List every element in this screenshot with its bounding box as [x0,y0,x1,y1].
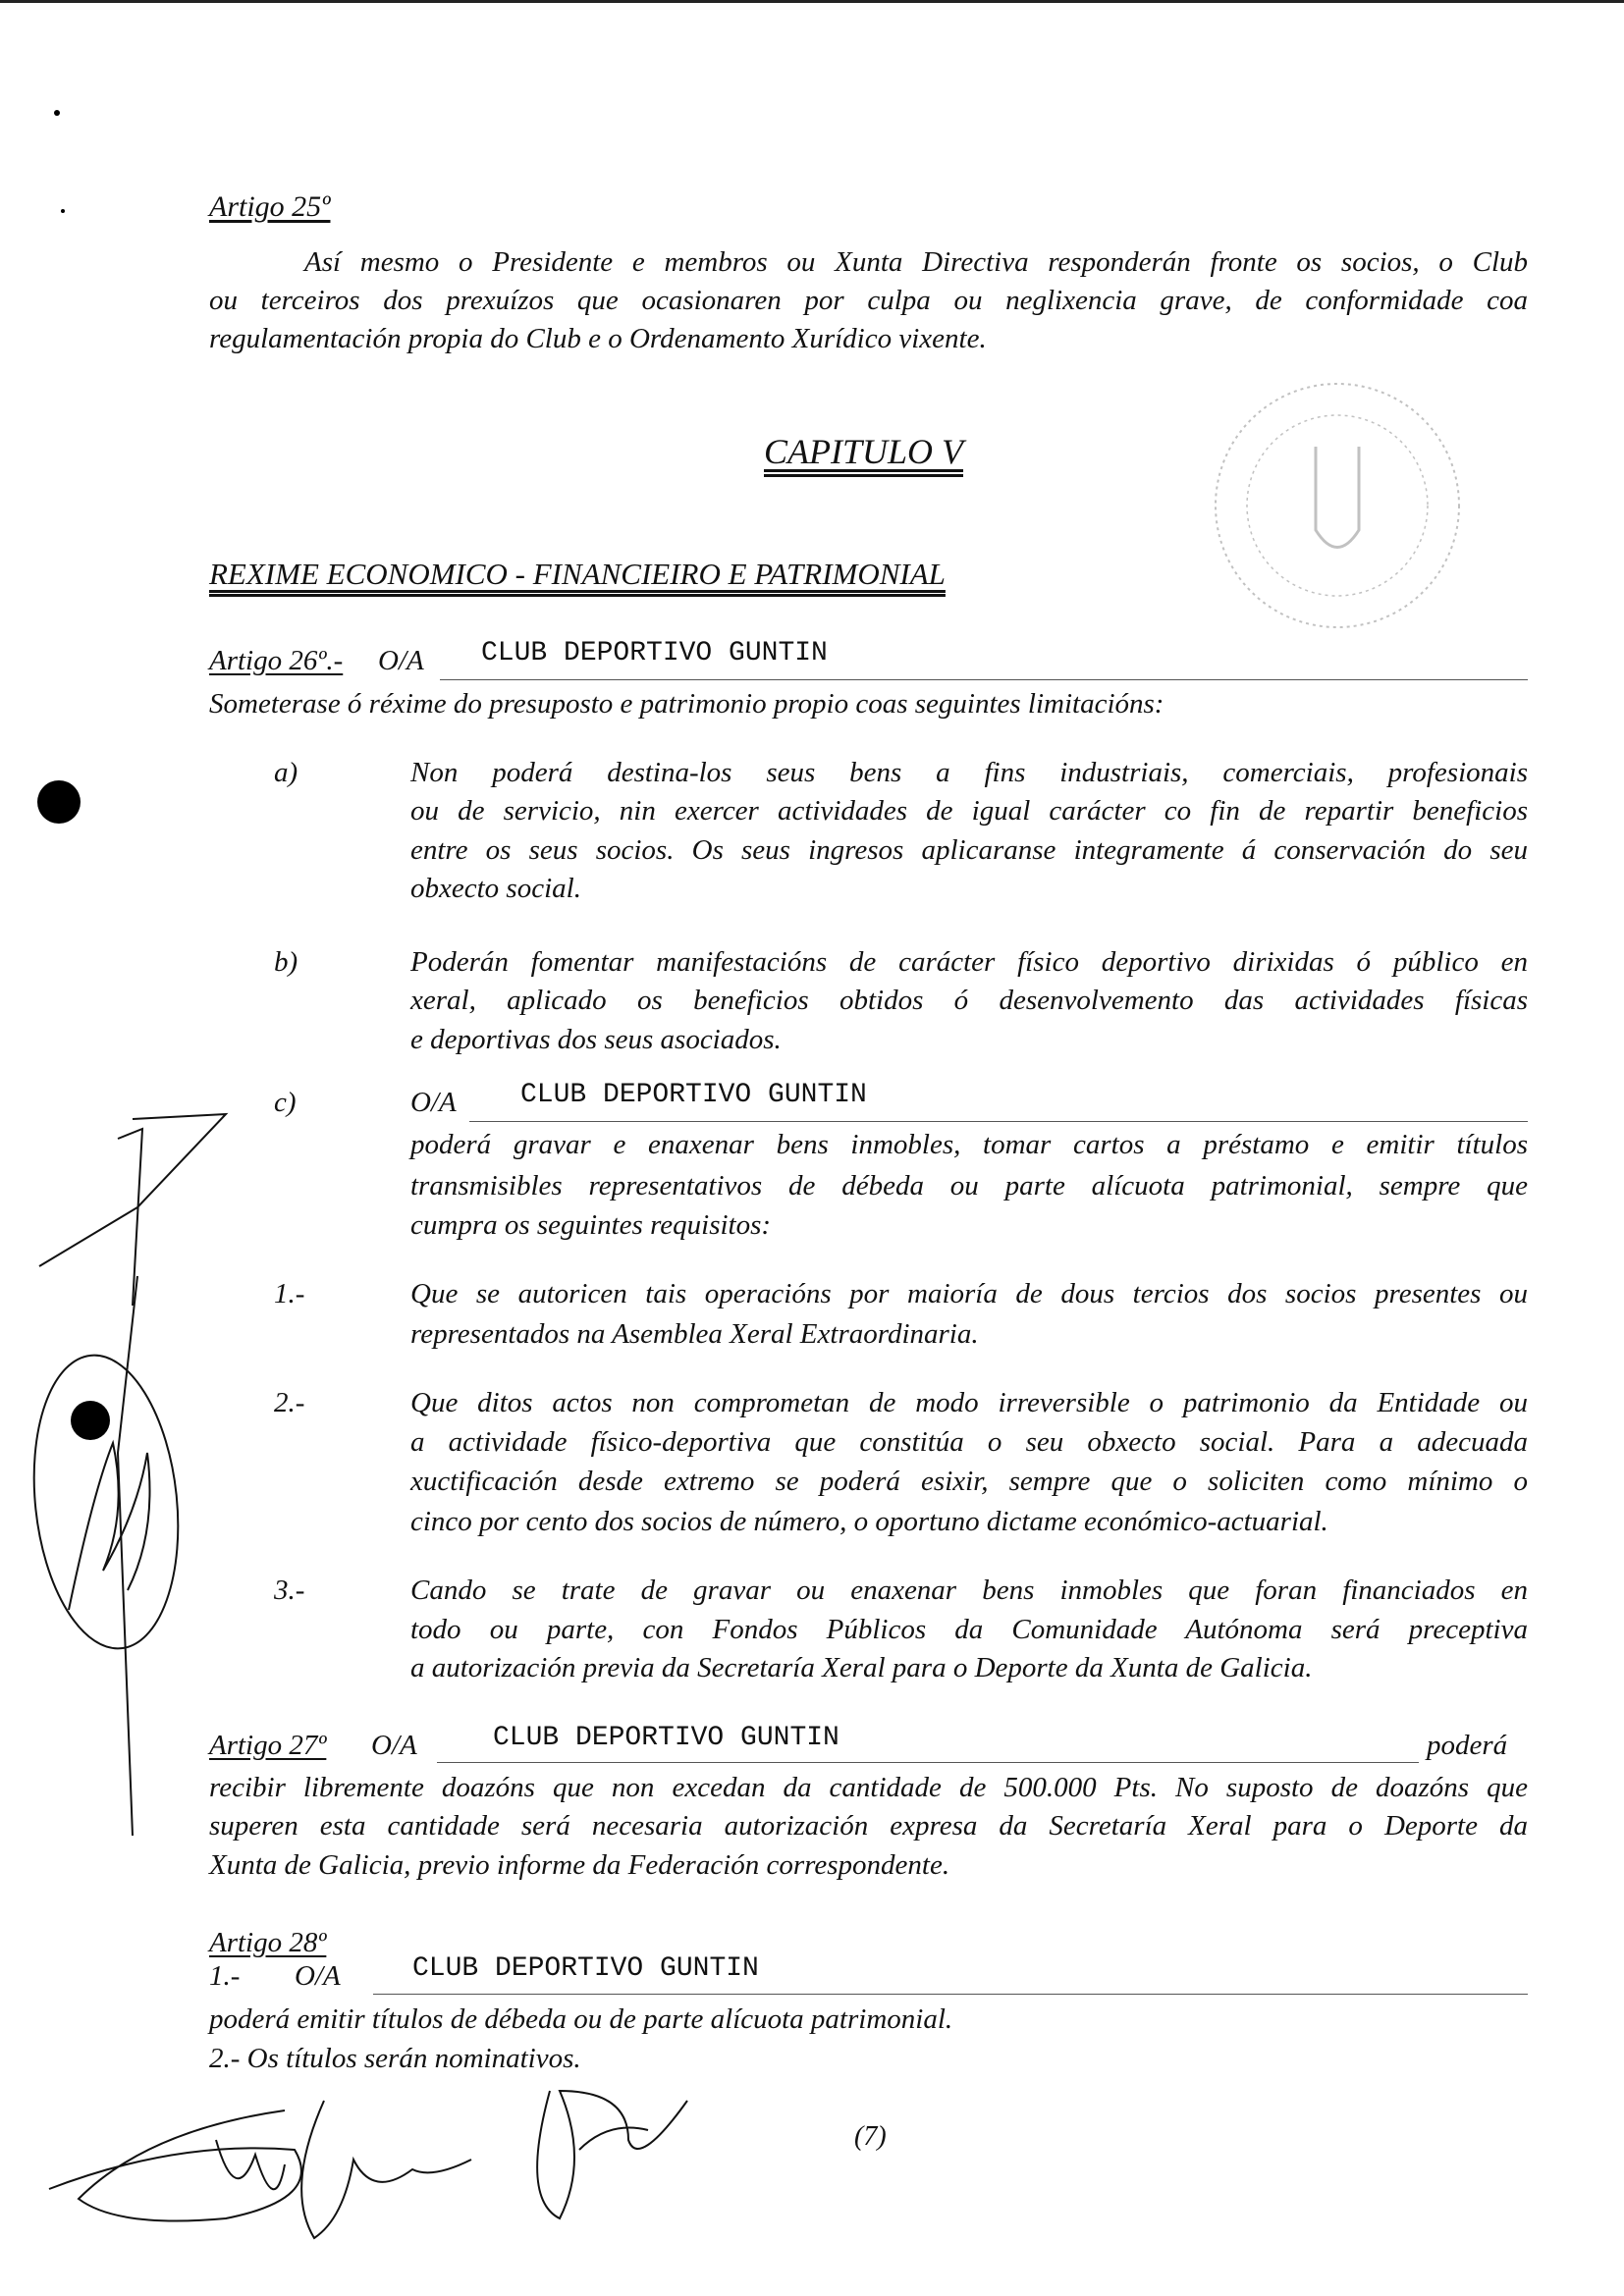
req3-line: Cando se trate de gravar ou enaxenar bens inmobles que foran financiados en [410,1575,1528,1606]
req1-line: representados na Asemblea Xeral Extraordinaria. [410,1318,979,1350]
club-stamp [1216,384,1459,627]
req1-label: 1.- [274,1278,305,1309]
punch-hole [71,1401,110,1440]
item-b-line: xeral, aplicado os beneficios obtidos ó desenvolvemento das actividades físicas [410,985,1528,1016]
req2-label: 2.- [274,1387,305,1418]
req2-line: a actividade físico-deportiva que constitúa o seu obxecto social. Para a adecuada [410,1426,1528,1458]
margin-signature [21,1114,226,1836]
scan-dot [54,110,60,116]
art26-intro: Someterase ó réxime do presuposto e patrimonio propio coas seguintes limitacións: [209,688,1164,720]
art27-line: superen esta cantidade será necesaria autorización expresa da Secretaría Xeral para o Deporte da [209,1810,1528,1842]
art28-club-field: CLUB DEPORTIVO GUNTIN [412,1953,759,1984]
item-c-label: c) [274,1087,297,1118]
art27-oa: O/A [371,1730,417,1761]
art28-oa: O/A [295,1960,341,1992]
page-number: (7) [854,2121,887,2152]
art27-title: Artigo 27º [209,1730,327,1761]
scan-dot [61,209,65,213]
art28-line: 2.- Os títulos serán nominativos. [209,2043,581,2074]
item-c-line: poderá gravar e enaxenar bens inmobles, tomar cartos a préstamo e emitir títulos [410,1129,1528,1160]
art26-club-field: CLUB DEPORTIVO GUNTIN [481,638,828,668]
item-b-label: b) [274,946,298,978]
art27-tail: poderá [1427,1730,1508,1761]
req2-line: xuctificación desde extremo se poderá esixir, sempre que o soliciten como mínimo o [410,1466,1528,1497]
item-b-line: e deportivas dos seus asociados. [410,1024,782,1055]
item-a-line: ou de servicio, nin exercer actividades de igual carácter co fin de repartir beneficios [410,795,1528,827]
req3-line: todo ou parte, con Fondos Públicos da Comunidade Autónoma será preceptiva [410,1614,1528,1645]
item-a-line: obxecto social. [410,873,581,904]
art27-line: Xunta de Galicia, previo informe da Federación correspondente. [209,1849,950,1881]
item-c-oa: O/A [410,1087,457,1118]
art28-line: poderá emitir títulos de débeda ou de parte alícuota patrimonial. [209,2003,953,2035]
art28-title: Artigo 28º [209,1927,327,1958]
item-a-line: Non poderá destina-los seus bens a fins industriais, comerciais, profesionais [410,757,1528,788]
req2-line: Que ditos actos non comprometan de modo irreversible o patrimonio da Entidade ou [410,1387,1528,1418]
art25-line: regulamentación propia do Club e o Ordenamento Xurídico vixente. [209,323,987,354]
art28-n1: 1.- [209,1960,241,1992]
art26-title: Artigo 26º.- [209,645,344,676]
req3-line: a autorización previa da Secretaría Xeral para o Deporte da Xunta de Galicia. [410,1652,1313,1683]
item-a-line: entre os seus socios. Os seus ingresos aplicaranse integramente á conservación do seu [410,834,1528,866]
art25-line: Así mesmo o Presidente e membros ou Xunta Directiva responderán fronte os socios, o Club [304,246,1528,278]
item-b-line: Poderán fomentar manifestacións de carácter físico deportivo dirixidas ó público en [410,946,1528,978]
item-c-club-field: CLUB DEPORTIVO GUNTIN [520,1080,867,1110]
req3-label: 3.- [274,1575,305,1606]
bottom-signatures [49,2091,687,2238]
punch-hole [37,780,81,824]
art25-line: ou terceiros dos prexuízos que ocasionaren por culpa ou neglixencia grave, de conformidade coa [209,285,1528,316]
req1-line: Que se autoricen tais operacións por maioría de dous tercios dos socios presentes ou [410,1278,1528,1309]
item-a-label: a) [274,757,298,788]
art25-title: Artigo 25º [209,190,331,223]
item-c-line: cumpra os seguintes requisitos: [410,1209,772,1241]
item-c-line: transmisibles representativos de débeda ou parte alícuota patrimonial, sempre que [410,1170,1528,1201]
req2-line: cinco por cento dos socios de número, o oportuno dictame económico-actuarial. [410,1506,1328,1537]
section-title: REXIME ECONOMICO - FINANCIEIRO E PATRIMONIAL [209,557,946,591]
chapter-title: CAPITULO V [764,432,964,471]
art27-club-field: CLUB DEPORTIVO GUNTIN [493,1723,839,1753]
art27-line: recibir libremente doazóns que non excedan da cantidade de 500.000 Pts. No suposto de doazóns que [209,1772,1528,1803]
art26-oa: O/A [378,645,424,676]
